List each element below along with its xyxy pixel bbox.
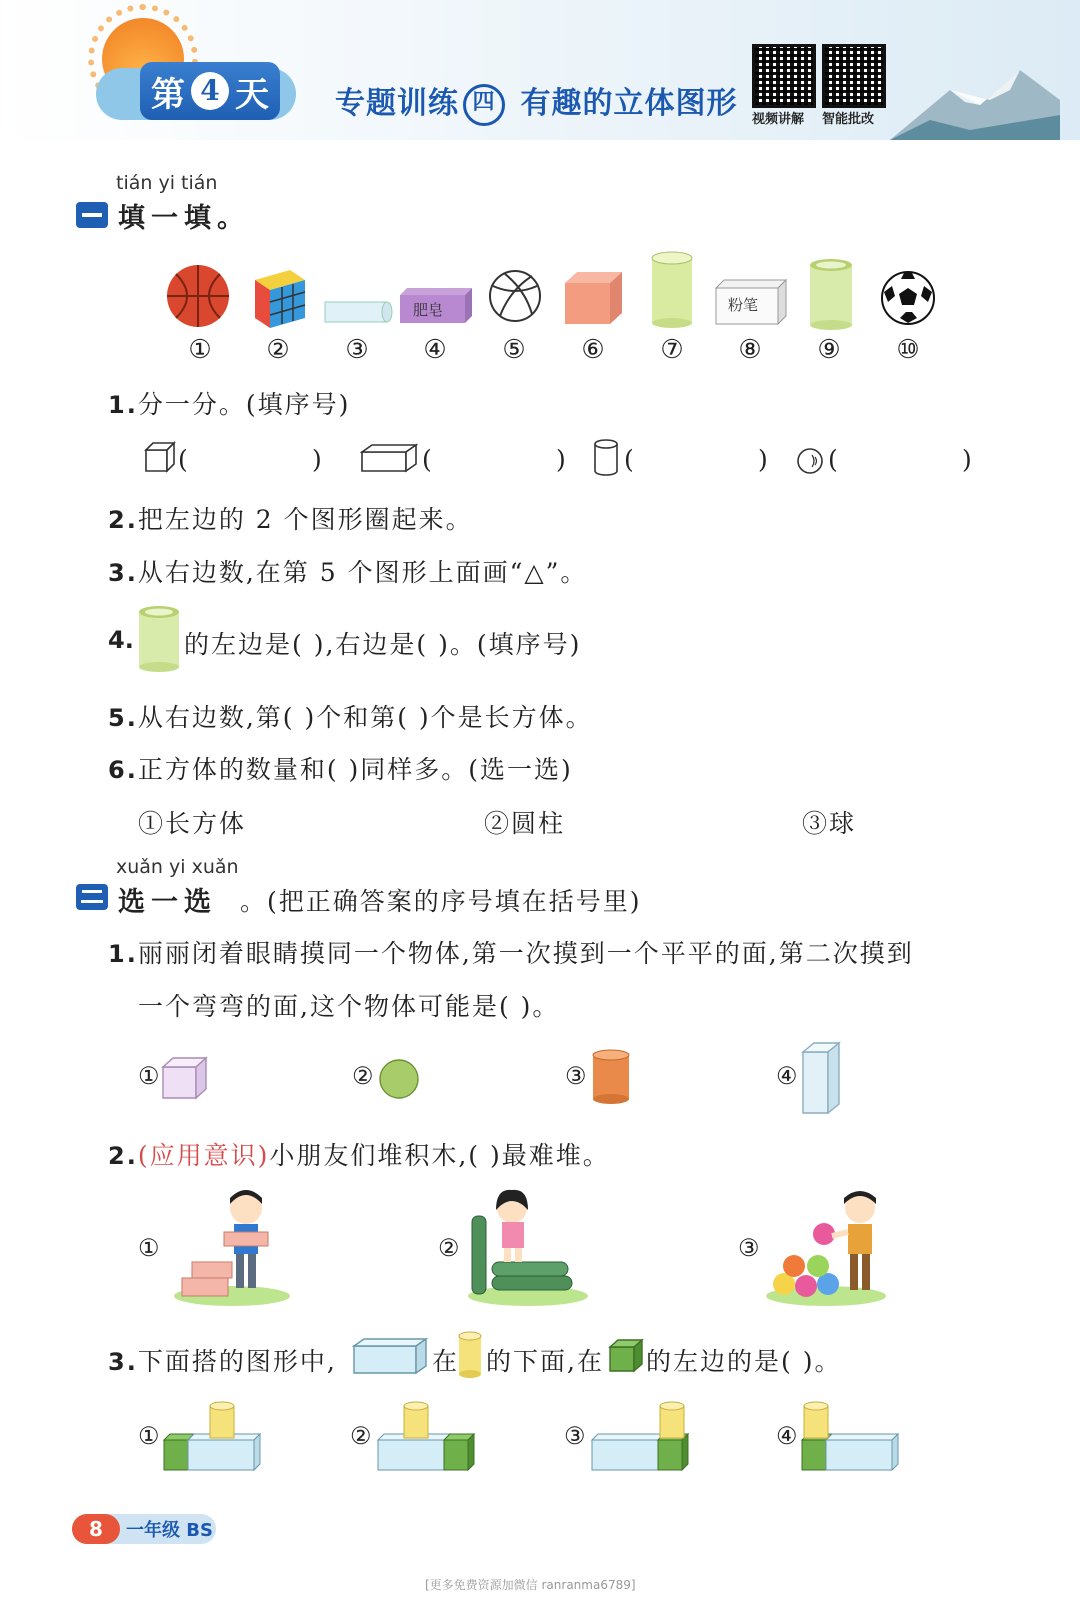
shape-number-4: ④ bbox=[423, 335, 447, 365]
tall-cylinder-icon bbox=[652, 252, 692, 328]
title-right: 有趣的立体图形 bbox=[520, 86, 738, 121]
question-number: 1. bbox=[108, 940, 138, 968]
girl-with-cylinders-illustration bbox=[462, 1186, 592, 1308]
shape-number-6: ⑥ bbox=[581, 335, 605, 365]
s2-question-3-part4: 的左边的是( )。 bbox=[646, 1347, 842, 1376]
cylinder-outline-icon bbox=[592, 438, 620, 478]
qr-label-grading: 智能批改 bbox=[822, 112, 875, 127]
shape-number-9: ⑨ bbox=[817, 335, 841, 365]
s2-q3-option-2-label[interactable]: ② bbox=[350, 1422, 372, 1450]
stack-option-1-illustration bbox=[162, 1400, 266, 1474]
shapes-row bbox=[160, 250, 960, 340]
section2-title-note: 。(把正确答案的序号填在括号里) bbox=[240, 887, 642, 916]
grade-label: 一年级 BS bbox=[126, 1520, 213, 1541]
stack-option-2-illustration bbox=[376, 1400, 480, 1474]
sphere-blank-open: ( bbox=[828, 445, 840, 474]
s2-q2-option-2-label[interactable]: ② bbox=[438, 1234, 460, 1262]
question-tag: (应用意识) bbox=[137, 1141, 270, 1170]
cuboid-blank-answer[interactable] bbox=[440, 445, 550, 475]
section1-title: 填一填。 bbox=[118, 203, 250, 234]
cube-outline-icon bbox=[143, 440, 177, 474]
soccer-ball-icon bbox=[882, 272, 934, 324]
day-badge bbox=[140, 62, 280, 120]
shape-number-2: ② bbox=[266, 335, 290, 365]
cube-icon bbox=[565, 272, 622, 324]
cuboid-outline-icon bbox=[360, 442, 418, 474]
s1-q6-option-2[interactable]: ②圆柱 bbox=[484, 809, 566, 838]
section1-pinyin: tián yi tián bbox=[116, 172, 218, 194]
stack-option-3-illustration bbox=[590, 1400, 694, 1474]
question-text: 丽丽闭着眼睛摸同一个物体,第一次摸到一个平平的面,第二次摸到 bbox=[137, 939, 914, 968]
section2-badge bbox=[76, 884, 108, 910]
day-suffix: 天 bbox=[235, 74, 269, 115]
page-number: 8 bbox=[72, 1514, 120, 1544]
title-left: 专题训练 bbox=[335, 86, 459, 121]
s2-question-3-part1 bbox=[108, 1342, 337, 1378]
s1-question-4-number: 4. bbox=[108, 626, 134, 654]
s2-q1-option-2-label[interactable]: ② bbox=[352, 1062, 374, 1090]
s2-q2-option-3-label[interactable]: ③ bbox=[738, 1234, 760, 1262]
day-number: 4 bbox=[191, 72, 229, 110]
s2-question-1-line2: 一个弯弯的面,这个物体可能是( )。 bbox=[138, 992, 560, 1021]
question-number: 5. bbox=[108, 704, 138, 732]
shape-number-8: ⑧ bbox=[738, 335, 762, 365]
boy-stacking-boxes-illustration bbox=[162, 1186, 292, 1308]
volleyball-icon bbox=[490, 271, 540, 321]
question-text: 分一分。(填序号) bbox=[137, 390, 351, 419]
lying-cylinder-icon bbox=[325, 302, 392, 322]
question-text: 小朋友们堆积木,( )最难堆。 bbox=[269, 1141, 610, 1170]
shape-number-10: ⑩ bbox=[896, 335, 920, 365]
cylinder-blank-close: ) bbox=[758, 445, 770, 474]
s1-question-4-text: 的左边是( ),右边是( )。(填序号) bbox=[184, 630, 582, 659]
question-number: 3. bbox=[108, 559, 138, 587]
cube-blank-close: ) bbox=[312, 445, 324, 474]
section2-title: 选一选 bbox=[118, 887, 217, 918]
question-text: 下面搭的图形中, bbox=[137, 1347, 337, 1376]
shape-number-7: ⑦ bbox=[660, 335, 684, 365]
s1-question-5 bbox=[108, 698, 593, 734]
question-number: 3. bbox=[108, 1348, 138, 1376]
cube-blank-answer[interactable] bbox=[196, 445, 306, 475]
question-number: 2. bbox=[108, 1142, 138, 1170]
page-title bbox=[335, 78, 737, 126]
mountain-icon bbox=[890, 60, 1060, 140]
cuboid-blank-close: ) bbox=[556, 445, 568, 474]
rubiks-cube-icon bbox=[255, 270, 305, 328]
question-text: 正方体的数量和( )同样多。(选一选) bbox=[137, 755, 573, 784]
s2-q1-option-3-label[interactable]: ③ bbox=[565, 1062, 587, 1090]
question-text: 从右边数,第( )个和第( )个是长方体。 bbox=[137, 703, 593, 732]
s1-q6-option-1[interactable]: ①长方体 bbox=[138, 809, 247, 838]
green-cube-icon bbox=[608, 1338, 644, 1374]
sphere-blank-answer[interactable] bbox=[846, 445, 956, 475]
s1-q6-option-3[interactable]: ③球 bbox=[802, 809, 857, 838]
watermark-text: [更多免费资源加微信 ranranma6789] bbox=[425, 1578, 636, 1592]
sphere-blank-close: ) bbox=[962, 445, 974, 474]
s1-question-1 bbox=[108, 385, 350, 421]
soap-label: 肥皂 bbox=[413, 301, 444, 319]
qr-label-video: 视频讲解 bbox=[752, 112, 805, 127]
day-prefix: 第 bbox=[151, 74, 185, 115]
purple-cube-icon bbox=[160, 1055, 210, 1101]
green-ball-icon bbox=[378, 1058, 420, 1100]
shape-number-5: ⑤ bbox=[502, 335, 526, 365]
cube-blank-open: ( bbox=[178, 445, 190, 474]
yellow-cylinder-icon bbox=[456, 1330, 484, 1380]
s2-question-2 bbox=[108, 1136, 610, 1172]
s2-q1-option-1-label[interactable]: ① bbox=[138, 1062, 160, 1090]
section2-pinyin: xuǎn yi xuǎn bbox=[116, 856, 239, 878]
cuboid-blank-open: ( bbox=[422, 445, 434, 474]
shape-number-1: ① bbox=[188, 335, 212, 365]
s1-question-3 bbox=[108, 553, 587, 589]
s2-q2-option-1-label[interactable]: ① bbox=[138, 1234, 160, 1262]
stack-option-4-illustration bbox=[800, 1400, 904, 1474]
qr-code-grading[interactable] bbox=[822, 44, 886, 108]
shape-number-3: ③ bbox=[345, 335, 369, 365]
can-cylinder-icon bbox=[136, 604, 182, 674]
title-circled-number: 四 bbox=[463, 84, 505, 126]
chalk-label: 粉笔 bbox=[728, 296, 759, 314]
can-cylinder-icon bbox=[810, 259, 852, 330]
cylinder-blank-open: ( bbox=[624, 445, 636, 474]
s1-question-6 bbox=[108, 750, 573, 786]
s2-q3-option-1-label[interactable]: ① bbox=[138, 1422, 160, 1450]
orange-cylinder-icon bbox=[590, 1048, 632, 1106]
s2-q3-option-4-label[interactable]: ④ bbox=[776, 1422, 798, 1450]
s2-question-3-part3: 的下面,在 bbox=[486, 1347, 604, 1376]
question-number: 2. bbox=[108, 506, 138, 534]
section1-badge bbox=[76, 202, 108, 228]
sphere-outline-icon bbox=[796, 447, 824, 475]
s2-q1-option-4-label[interactable]: ④ bbox=[776, 1062, 798, 1090]
cylinder-blank-answer[interactable] bbox=[642, 445, 752, 475]
long-cuboid-icon bbox=[352, 1336, 428, 1376]
basketball-icon bbox=[167, 265, 229, 327]
s2-question-1-line1 bbox=[108, 934, 914, 970]
question-number: 1. bbox=[108, 391, 138, 419]
s1-question-2 bbox=[108, 500, 473, 536]
s2-question-3-part2: 在 bbox=[432, 1347, 460, 1376]
boy-stacking-balls-illustration bbox=[762, 1186, 892, 1308]
qr-code-video[interactable] bbox=[752, 44, 816, 108]
tall-cuboid-icon bbox=[800, 1040, 842, 1116]
s2-q3-option-3-label[interactable]: ③ bbox=[564, 1422, 586, 1450]
question-text: 把左边的 2 个图形圈起来。 bbox=[137, 505, 473, 534]
question-number: 6. bbox=[108, 756, 138, 784]
question-text: 从右边数,在第 5 个图形上面画“△”。 bbox=[137, 558, 588, 587]
